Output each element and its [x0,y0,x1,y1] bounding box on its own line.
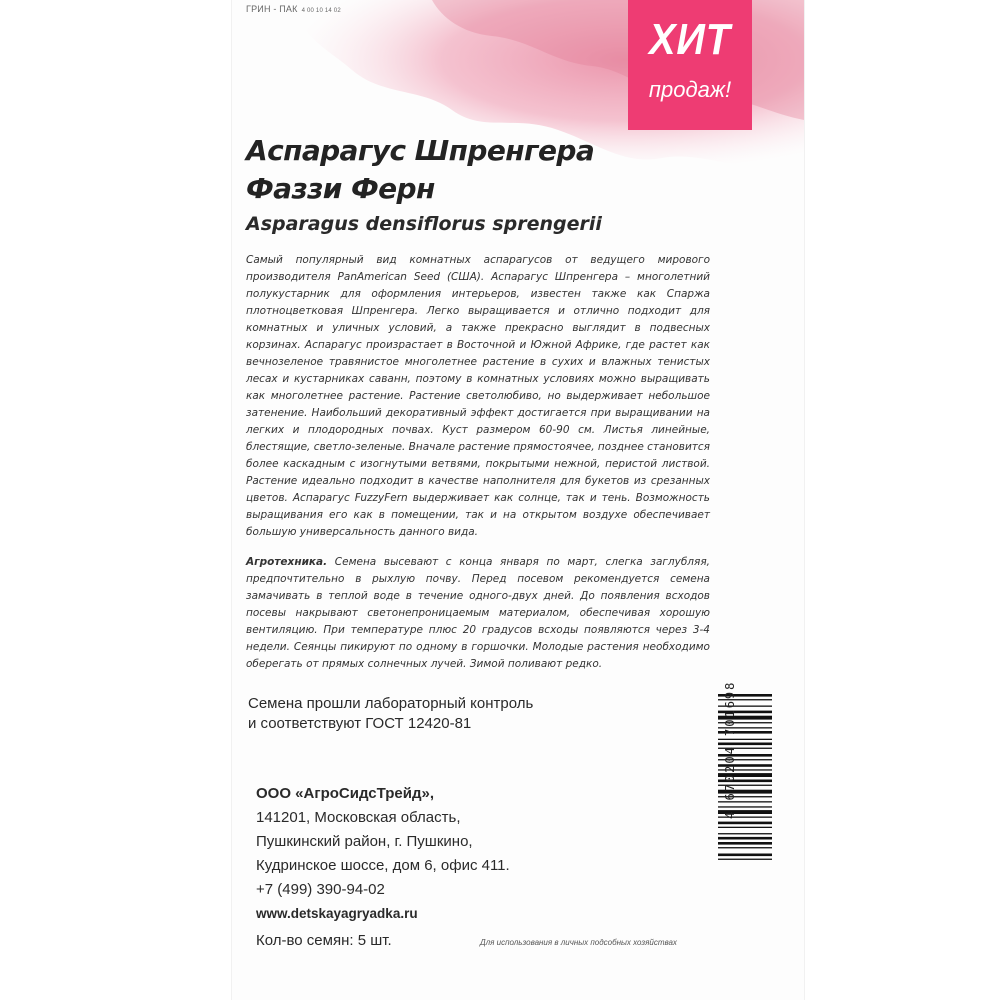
packet-code [246,4,341,14]
address-line3: Кудринское шоссе, дом 6, офис 411. [256,857,510,874]
product-title [246,132,594,208]
seed-count: Кол-во семян: 5 шт. [256,932,392,949]
control-line2: и соответствуют ГОСТ 12420-81 [248,715,472,732]
address-line1: 141201, Московская область, [256,809,461,826]
agrotechnics [246,554,710,673]
title-line1: Аспарагус Шпренгера [246,134,595,167]
usage-note: Для использования в личных подсобных хозяйствах [480,938,677,947]
packet-code-label: ГРИН - ПАК [246,4,298,14]
agro-label: Агротехника. [246,556,328,568]
control-line1: Семена прошли лабораторный контроль [248,695,534,712]
barcode-number-text: 4 670204 701698 [723,680,737,819]
website: www.detskayagryadka.ru [256,906,418,921]
badge-line2: продаж! [648,77,732,102]
quality-control [248,694,533,734]
address-line2: Пушкинский район, г. Пушкино, [256,833,473,850]
badge-line1: ХИТ [649,15,731,64]
company-name: ООО «АгроСидсТрейд», [256,785,434,802]
packet-code-number: 4 00 10 14 02 [301,8,341,14]
title-line2: Фаззи Ферн [246,172,435,205]
seed-packet-back [232,0,804,1000]
bestseller-badge [628,0,752,130]
company-address [256,782,510,926]
latin-name: Asparagus densiflorus sprengerii [246,213,602,235]
description: Самый популярный вид комнатных аспарагусов от ведущего мирового производителя PanAmerican Seed (США). Аспарагус Шпренгера – многолетний полукустарник для оформления интерьеров, известен также как Спаржа плотноцветковая Шпренгера. Легко выращивается и отлично подходит для комнатных и уличных условий, а также прекрасно выглядит в подвесных корзинах. Аспарагус произрастает в Восточной и Южной Африке, где растет как вечнозеленое травянистое многолетнее растение в сухих и влажных тенистых лесах и кустарниках саванн, поэтому в комнатных условиях можно выращивать как многолетнее растение. Растение светолюбиво, но выдерживает небольшое затенение. Наибольший декоративный эффект достигается при выращивании на легких и плодородных почвах. Куст размером 60-90 см. Листья линейные, блестящие, светло-зеленые. Вначале растение прямостоячее, позднее становится более каскадным с изогнутыми ветвями, покрытыми нежной, перистой листвой. Растение идеально подходит в качестве наполнителя для букетов из срезанных цветов. Аспарагус FuzzyFern выдерживает как солнце, так и тень. Возможность выращивания его как в помещении, так и на открытом воздухе обеспечивает большую универсальность данного вида. [246,254,710,538]
phone: +7 (499) 390-94-02 [256,881,385,898]
agro-text: Семена высевают с конца января по март, слегка заглубляя, предпочтительно в рыхлую почву. Перед посевом рекомендуется семена замачивать в теплой воде в течение одного-двух дней. До появления всходов посевы накрывают светонепроницаемым материалом, обеспечивая хорошую вентиляцию. При температуре плюс 20 градусов всходы появляются через 3-4 недели. Сеянцы пикируют по одному в горшочки. Молодые растения необходимо оберегать от прямых солнечных лучей. Зимой поливают редко. [246,556,710,670]
